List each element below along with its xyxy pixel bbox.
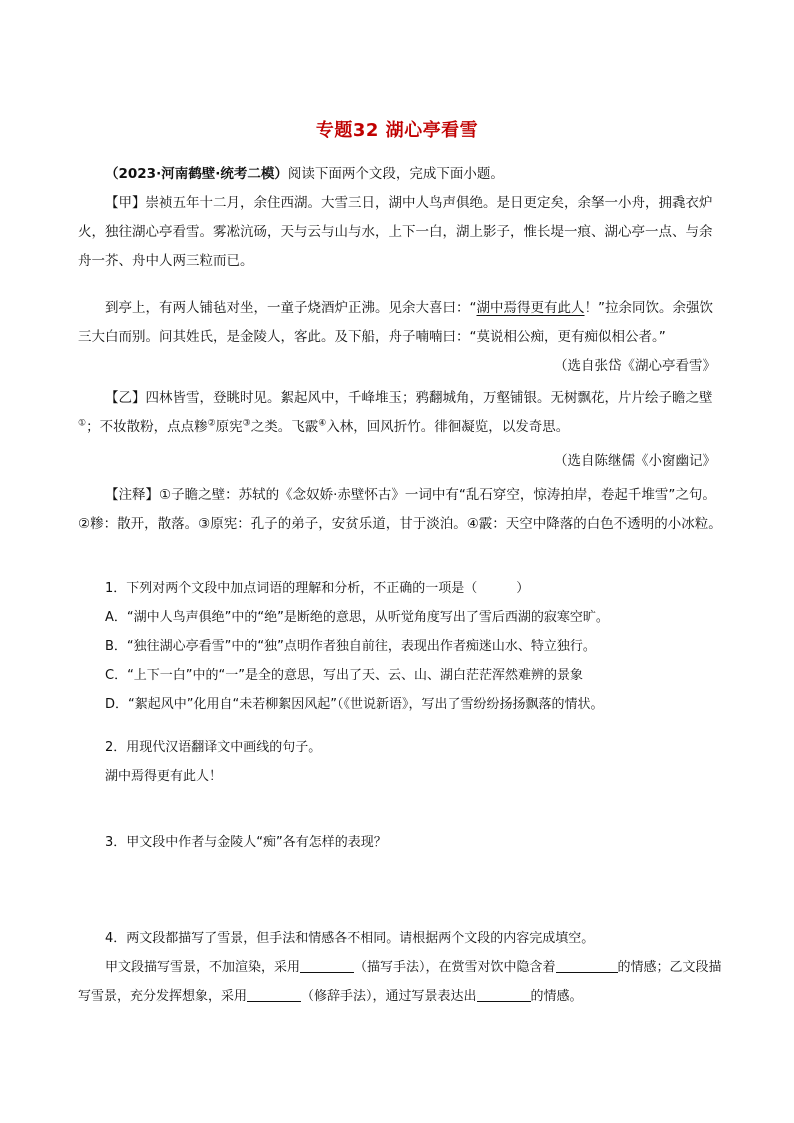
passage-yi-source: （选自陈继儒《小窗幽记》 [554,453,716,469]
note-marker-4: ④ [318,418,327,429]
question-4-stem: 4．两文段都描写了雪景，但手法和情感各不相同。请根据两个文段的内容完成填空。 [105,931,595,946]
question-4 [78,924,723,1011]
question-2-stem: 2．用现代汉语翻译文中画线的句子。 [105,740,322,755]
underlined-sentence: 湖中焉得更有此人 [476,300,585,316]
passage-yi-text-3: 原宪 [215,419,243,435]
fill-text-3: 的情感；乙文段描写雪景，充分发挥想象，采用 [78,960,722,1004]
question-2-sentence: 湖中焉得更有此人！ [105,769,223,784]
fill-text-1: 甲文段描写雪景，不加渲染，采用 [105,960,301,975]
passage-jia-p2-text-a: 到亭上，有两人铺毡对坐，一童子烧酒炉正沸。见余大喜曰：“ [105,300,477,316]
question-3 [78,828,723,857]
passage-jia-p2-text-b: ！”拉余同饮。余强饮三大白而别。问其姓氏，是金陵人，客此。及下船，舟子喃喃曰：“莫说相公痴，更有痴似相公者。” [78,300,713,345]
option-b[interactable]: B．“独往湖心亭看雪”中的“独”点明作者独自前往，表现出作者痴迷山水、特立独行。 [105,639,596,654]
passage-jia-tag: 【甲】 [105,195,146,211]
passage-yi-text-1: 四林皆雪，登眺时见。絮起风中，千峰堆玉；鸦翻城角，万壑铺银。无树飘花，片片绘子瞻之壁 [145,390,713,406]
exam-source: （2023·河南鹤壁·统考二模） [105,166,288,182]
fill-text-4: （修辞手法），通过写景表达出 [301,989,477,1004]
passage-jia-source: （选自张岱《湖心亭看雪》 [554,358,716,374]
passage-yi-text-5: 入林，回风折竹。徘徊凝览，以发奇思。 [326,419,570,435]
blank-2[interactable] [556,958,618,973]
blank-1[interactable] [300,958,354,973]
passage-jia-p1-text: 崇祯五年十二月，余住西湖。大雪三日，湖中人鸟声俱绝。是日更定矣，余拏一小舟，拥毳衣炉火，独往湖心亭看雪。雾凇沆砀，天与云与山与水，上下一白，湖上影子，惟长堤一痕、湖心亭一点、与余舟一芥、舟中人两三粒而已。 [78,195,713,269]
blank-4[interactable] [477,987,531,1002]
question-4-fill [78,953,723,1011]
passage-jia-p1 [78,189,723,276]
option-a[interactable]: A．“湖中人鸟声俱绝”中的“绝”是断绝的意思，从听觉角度写出了雪后西湖的寂寒空旷。 [105,610,609,625]
passage-jia [78,189,723,276]
notes-tag: 【注释】 [105,487,159,503]
question-3-stem: 3．甲文段中作者与金陵人“痴”各有怎样的表现？ [105,835,387,850]
instruction: 阅读下面两个文段，完成下面小题。 [287,166,504,182]
question-2 [78,733,723,791]
notes [78,481,723,539]
passage-yi-text-4: 之类。飞霰 [250,419,319,435]
question-1 [78,574,723,719]
note-marker-3: ③ [242,418,251,429]
intro-line [78,160,723,189]
note-marker-1: ① [78,418,87,429]
passage-yi [78,384,723,442]
passage-yi-tag: 【乙】 [105,390,146,406]
question-1-stem: 1．下列对两个文段中加点词语的理解和分析，不正确的一项是（ ） [105,581,530,596]
passage-jia-p2 [78,294,723,352]
option-c[interactable]: C．“上下一白”中的“一”是全的意思，写出了天、云、山、湖白茫茫浑然难辨的景象 [105,668,584,683]
blank-3[interactable] [247,987,301,1002]
passage-yi-text-2: ；不妆散粉，点点糁 [86,419,208,435]
notes-text: ①子瞻之壁：苏轼的《念奴娇·赤壁怀古》一词中有“乱石穿空，惊涛拍岸，卷起千堆雪”之句。②糁：散开，散落。③原宪：孔子的弟子，安贫乐道，甘于淡泊。④霰：天空中降落的白色不透明的小冰粒。 [78,487,722,532]
note-marker-2: ② [207,418,216,429]
fill-text-2: （描写手法），在赏雪对饮中隐含着 [354,960,556,975]
fill-text-5: 的情感。 [530,989,583,1004]
page-title: 专题32 湖心亭看雪 [315,120,479,141]
option-d[interactable]: D．“絮起风中”化用自“未若柳絮因风起”（《世说新语》，写出了雪纷纷扬扬飘落的情状。 [105,697,604,712]
